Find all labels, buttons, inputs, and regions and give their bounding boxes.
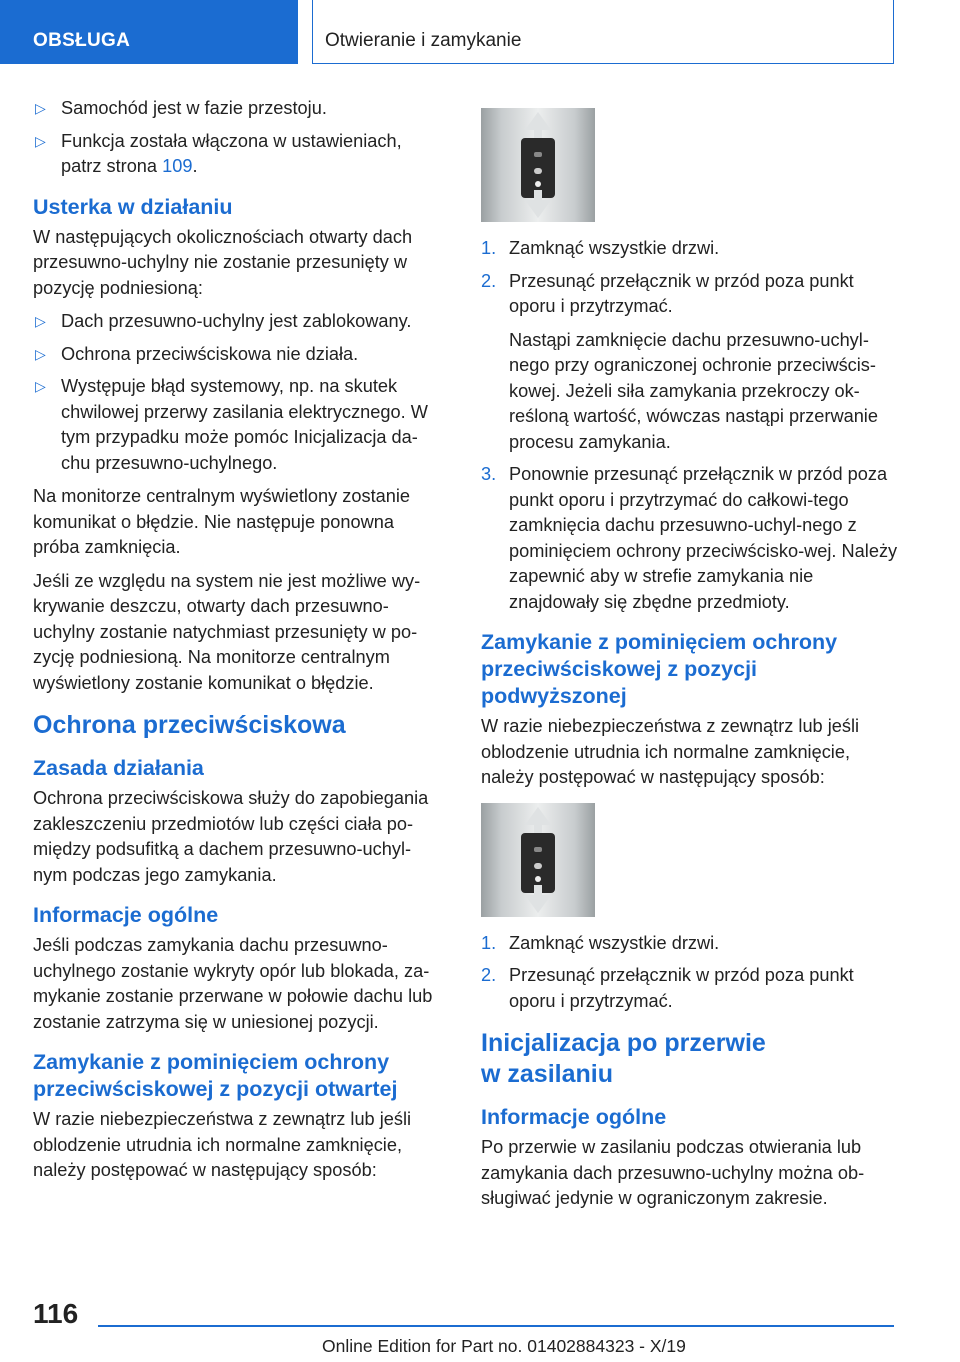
list-item — [481, 963, 899, 1014]
punctuation: . — [192, 156, 198, 176]
list-item-text: Ochrona przeciwściskowa nie działa. — [61, 343, 359, 364]
steps-list-1-cont — [481, 462, 899, 615]
usterka-bullet-list — [33, 309, 445, 476]
switch-indicator — [535, 181, 541, 187]
heading-zamykanie-podwyzszonej: Zamykanie z pominięciem ochrony przeciwściskowej z pozycji podwyższonej — [481, 630, 838, 708]
switch-panel — [521, 833, 555, 893]
step-note: Nastąpi zamknięcie dachu przesuwno-uchyl-nego przy ograniczonej ochronie przeciwścis-kowej. Jeżeli siła zamykania przekroczy ok-reśloną wartość, wówczas nastąpi przerwanie procesu zamykania. — [509, 329, 878, 452]
page-number: 116 — [33, 1298, 79, 1329]
triangle-bullet-icon: ▷ — [35, 345, 46, 362]
paragraph: W następujących okolicznościach otwarty dach przesuwno-uchylny nie zostanie przesunięty w pozycję podniesioną: — [33, 226, 413, 298]
switch-indicator — [534, 152, 542, 157]
switch-indicator — [534, 847, 542, 852]
step-number: 2. — [481, 270, 497, 291]
intro-bullet-list — [33, 96, 445, 180]
roof-switch-illustration — [481, 108, 595, 222]
triangle-bullet-icon: ▷ — [35, 100, 46, 116]
list-item — [481, 236, 899, 262]
header-section-tab: OBSŁUGA — [0, 0, 298, 64]
paragraph: W razie niebezpieczeństwa z zewnątrz lub jeśli oblodzenie utrudnia ich normalne zamknięcie, należy postępować w następujący sposób: — [33, 1109, 412, 1180]
step-text: Ponownie przesunąć przełącznik w przód poza punkt oporu i przytrzymać do całkowi-tego zamknięcia dachu przesuwno-uchyl-nego z pominięciem ochrony przeciwścisko-wej. Należy zapewnić aby w strefie zamykania nie znajdowały się zbędne przedmioty. — [509, 464, 898, 612]
heading-line: w zasilaniu — [481, 1060, 613, 1088]
list-item-text: Samochód jest w fazie przestoju. — [61, 98, 327, 118]
step-text: Przesunąć przełącznik w przód poza punkt oporu i przytrzymać. — [509, 965, 854, 1011]
list-item — [33, 342, 445, 368]
list-item — [33, 129, 445, 180]
right-column — [481, 108, 899, 1220]
switch-indicator — [534, 168, 542, 174]
switch-indicator — [534, 863, 542, 869]
triangle-bullet-icon: ▷ — [35, 132, 46, 149]
arrow-down-icon — [525, 200, 551, 218]
step-number: 2. — [481, 965, 497, 985]
roof-switch-illustration — [481, 803, 595, 917]
paragraph: Po przerwie w zasilaniu podczas otwierania lub zamykania dach przesuwno-uchylny można ob-sługiwać jedynie w ograniczonym zakresie. — [481, 1137, 865, 1208]
switch-panel — [521, 138, 555, 198]
list-item-text: Funkcja została włączona w ustawieniach, — [61, 130, 402, 151]
steps-list-2 — [481, 931, 899, 1015]
heading-zasada: Zasada działania — [33, 756, 204, 780]
step-number: 1. — [481, 238, 497, 258]
heading-ochrona: Ochrona przeciwściskowa — [33, 711, 346, 739]
left-column — [33, 96, 445, 1192]
list-item-text: Dach przesuwno-uchylny jest zablokowany. — [61, 311, 412, 331]
heading-usterka: Usterka w działaniu — [33, 194, 233, 219]
list-item — [33, 309, 445, 335]
heading-line: Inicjalizacja po przerwie — [481, 1029, 766, 1057]
page-link[interactable]: 109 — [162, 156, 193, 176]
paragraph: Jeśli podczas zamykania dachu przesuwno-uchylnego zostanie wykryty opór lub blokada, za-mykanie zostanie przerwane w połowie dachu lub zostanie zatrzyma się w uniesionej pozycji. — [33, 935, 433, 1032]
footer-divider — [98, 1325, 894, 1327]
step-number: 3. — [481, 464, 497, 484]
header-chapter-title: Otwieranie i zamykanie — [312, 0, 894, 64]
paragraph: W razie niebezpieczeństwa z zewnątrz lub jeśli oblodzenie utrudnia ich normalne zamknięcie, należy postępować w następujący sposób: — [481, 716, 860, 787]
list-item — [33, 96, 445, 122]
triangle-bullet-icon: ▷ — [35, 378, 46, 394]
heading-informacje: Informacje ogólne — [33, 903, 219, 927]
arrow-down-icon — [525, 895, 551, 913]
step-text: Zamknąć wszystkie drzwi. — [509, 932, 720, 953]
paragraph: Jeśli ze względu na system nie jest możliwe wy-krywanie deszczu, otwarty dach przesuwno-uchylny zostanie natychmiast przesunięty w po-zycję podniesioną. Na monitorze centralnym wyświetlony zostanie komunikat o błędzie. — [33, 570, 421, 693]
paragraph: Na monitorze centralnym wyświetlony zostanie komunikat o błędzie. Nie następuje ponowna próba zamknięcia. — [33, 486, 411, 557]
list-item-text: Występuje błąd systemowy, np. na skutek chwilowej przerwy zasilania elektrycznego. W tym przypadku może pomóc Inicjalizacja da-chu przesuwno-uchylnego. — [61, 376, 428, 473]
list-item — [33, 374, 445, 476]
footer-edition: Online Edition for Part no. 01402884323 - X/19 — [322, 1336, 686, 1356]
list-item — [481, 462, 899, 615]
step-number: 1. — [481, 932, 497, 953]
switch-indicator — [535, 876, 541, 882]
list-item — [481, 269, 899, 320]
heading-zamykanie-otwartej: Zamykanie z pominięciem ochrony przeciwściskowej z pozycji otwartej — [33, 1050, 398, 1101]
list-item — [481, 931, 899, 957]
heading-inicjalizacja — [481, 1028, 899, 1090]
paragraph: Ochrona przeciwściskowa służy do zapobiegania zakleszczeniu przedmiotów lub części ciała po-między podsufitką a dachem przesuwno-uchyl-nym podczas jego zamykania. — [33, 788, 429, 885]
step-text: Przesunąć przełącznik w przód poza punkt oporu i przytrzymać. — [509, 270, 854, 316]
heading-informacje-2: Informacje ogólne — [481, 1105, 667, 1129]
step-text: Zamknąć wszystkie drzwi. — [509, 238, 720, 258]
steps-list-1 — [481, 236, 899, 320]
list-item-text: patrz strona — [61, 156, 158, 176]
triangle-bullet-icon: ▷ — [35, 313, 46, 329]
